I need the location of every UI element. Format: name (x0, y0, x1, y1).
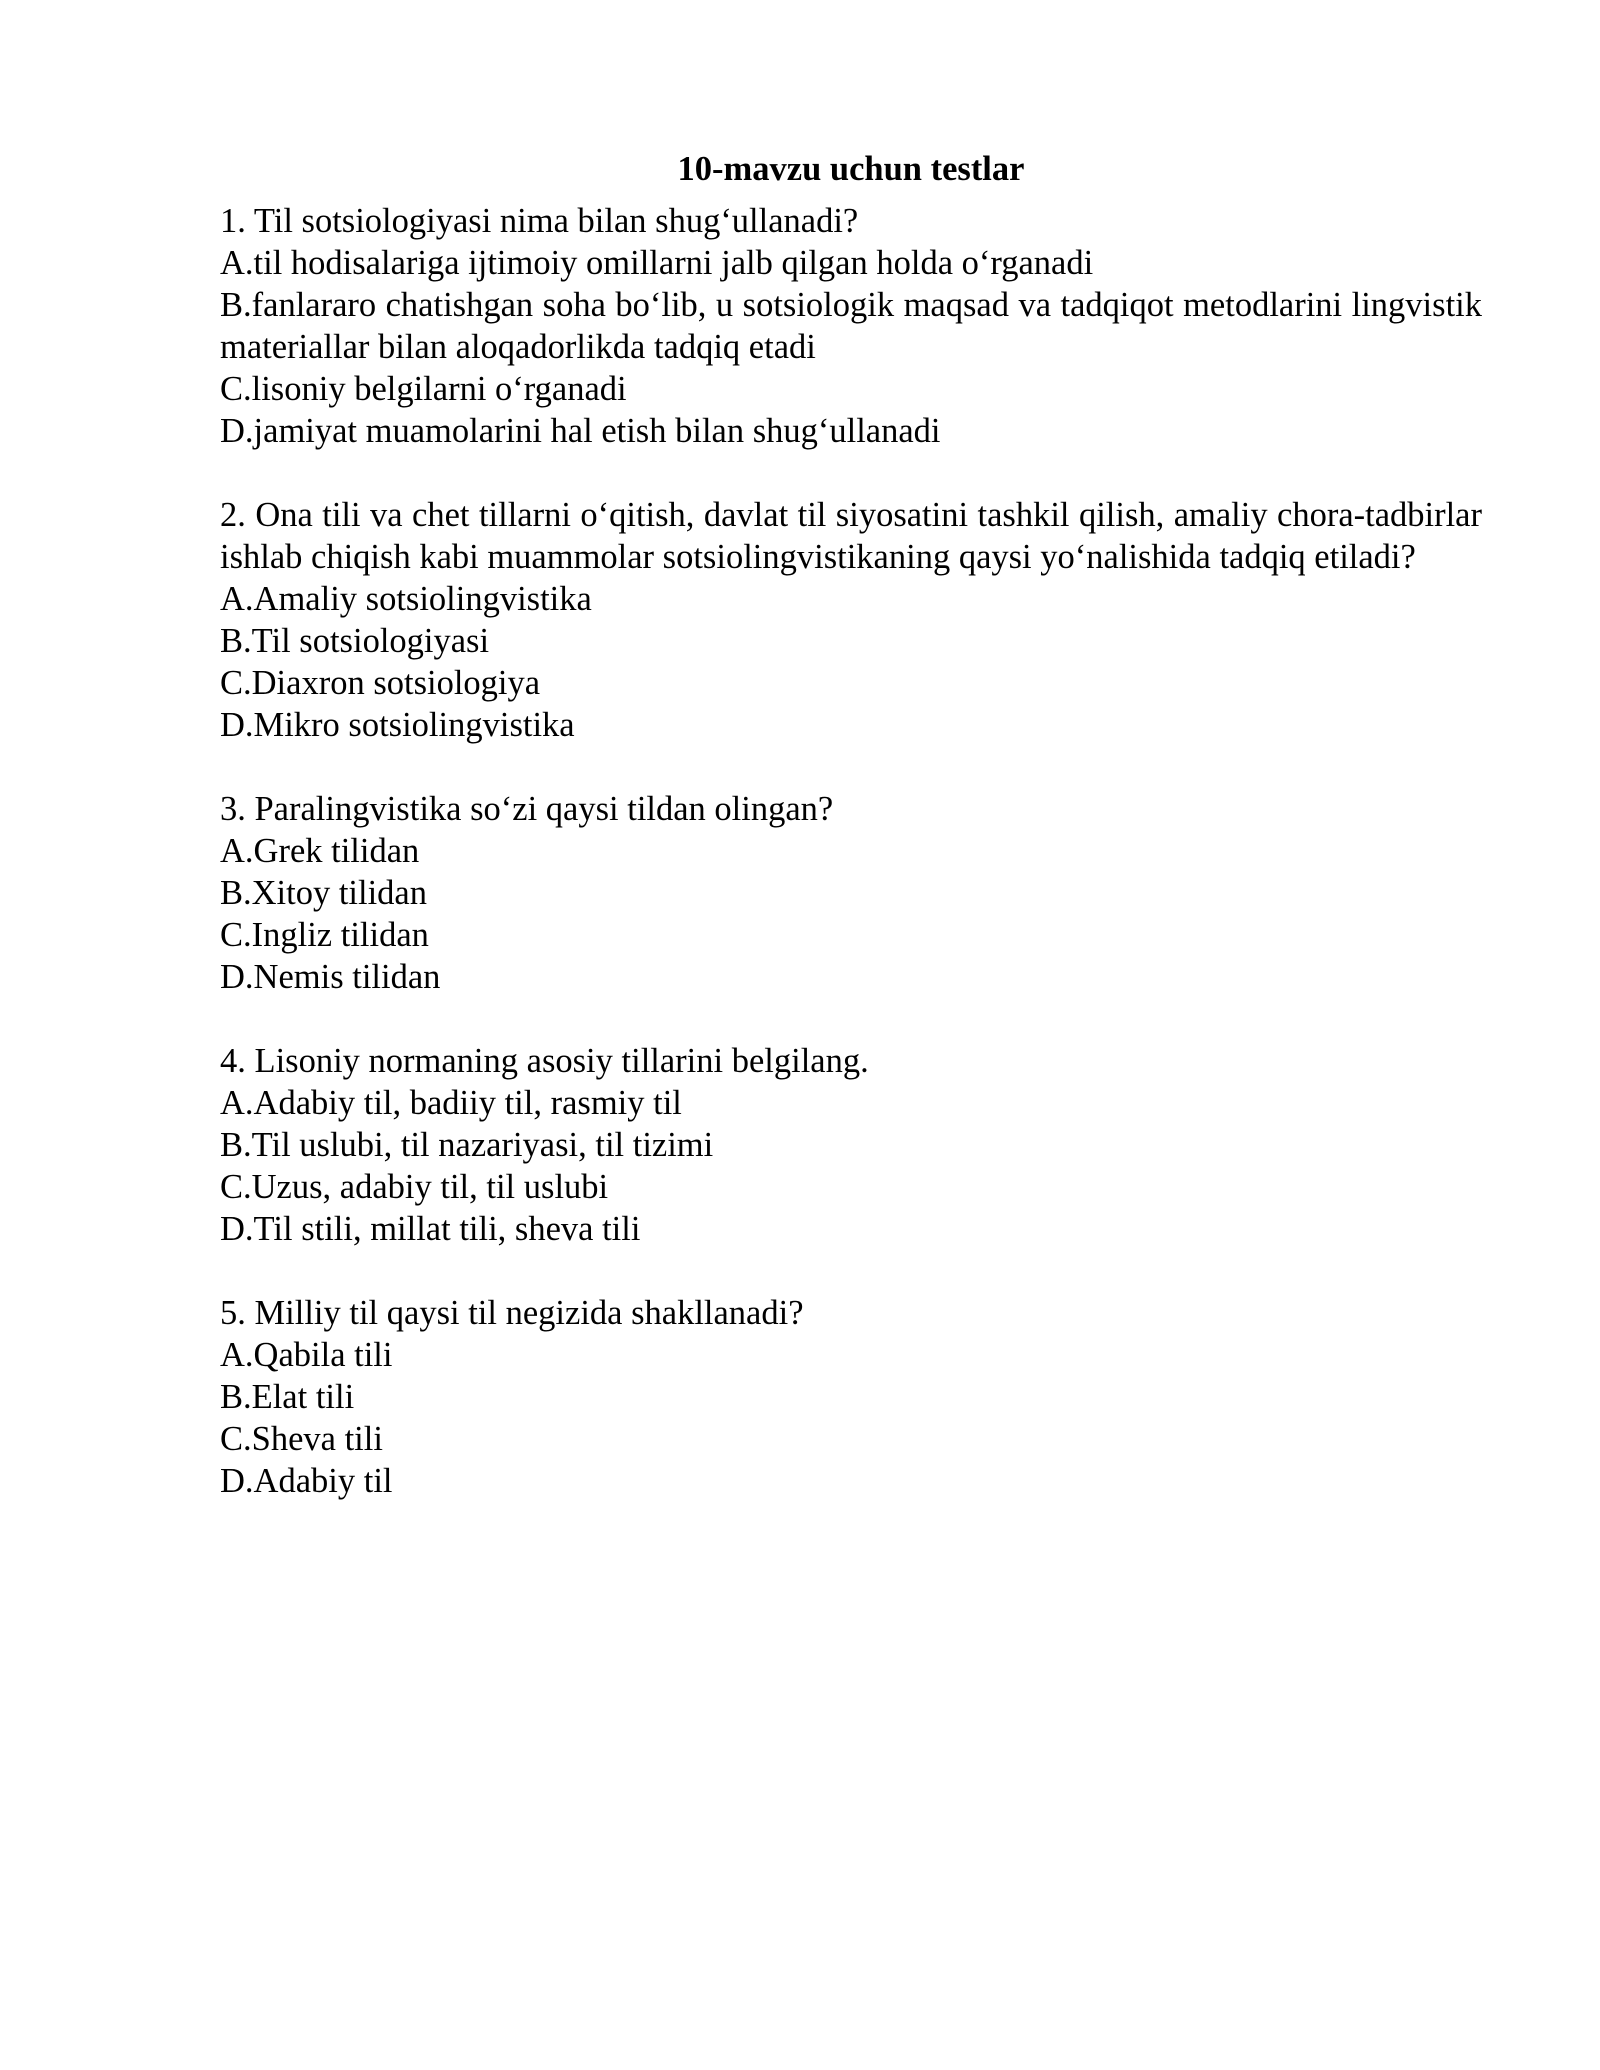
question-text: 3. Paralingvistika so‘zi qaysi tildan olingan? (220, 790, 834, 828)
option-c: C.Diaxron sotsiologiya (220, 664, 541, 702)
question-text: 4. Lisoniy normaning asosiy tillarini belgilang. (220, 1042, 869, 1080)
option-b: B.Elat tili (220, 1378, 355, 1416)
option-b: B.Xitoy tilidan (220, 874, 427, 912)
question-text: 5. Milliy til qaysi til negizida shakllanadi? (220, 1294, 804, 1332)
option-b: B.Til uslubi, til nazariyasi, til tizimi (220, 1126, 714, 1164)
option-d: D.Adabiy til (220, 1462, 393, 1500)
option-a: A.Amaliy sotsiolingvistika (220, 580, 592, 618)
option-a: A.Grek tilidan (220, 832, 420, 870)
option-c: C.lisoniy belgilarni o‘rganadi (220, 370, 627, 408)
document-page (220, 140, 1482, 1544)
option-c: C.Uzus, adabiy til, til uslubi (220, 1168, 609, 1206)
option-b: B.fanlararo chatishgan soha bo‘lib, u sotsiologik maqsad va tadqiqot metodlarini lingvistik materiallar bilan aloqadorlikda tadqiq etadi (220, 286, 1482, 366)
option-d: D.Mikro sotsiolingvistika (220, 706, 575, 744)
option-c: C.Sheva tili (220, 1420, 383, 1458)
question-5 (220, 1292, 1482, 1502)
option-d: D.jamiyat muamolarini hal etish bilan shug‘ullanadi (220, 412, 941, 450)
option-d: D.Til stili, millat tili, sheva tili (220, 1210, 641, 1248)
question-text: 2. Ona tili va chet tillarni o‘qitish, davlat til siyosatini tashkil qilish, amaliy chora-tadbirlar ishlab chiqish kabi muammolar sotsiolingvistikaning qaysi yo‘nalishida tadqiq etiladi? (220, 496, 1482, 576)
question-4 (220, 1040, 1482, 1250)
question-1 (220, 200, 1482, 452)
question-text: 1. Til sotsiologiyasi nima bilan shug‘ullanadi? (220, 202, 859, 240)
option-d: D.Nemis tilidan (220, 958, 441, 996)
option-a: A.Adabiy til, badiiy til, rasmiy til (220, 1084, 682, 1122)
option-a: A.Qabila tili (220, 1336, 393, 1374)
page-title: 10-mavzu uchun testlar (677, 150, 1025, 188)
option-b: B.Til sotsiologiyasi (220, 622, 490, 660)
question-3 (220, 788, 1482, 998)
option-c: C.Ingliz tilidan (220, 916, 429, 954)
option-a: A.til hodisalariga ijtimoiy omillarni jalb qilgan holda o‘rganadi (220, 244, 1094, 282)
question-2 (220, 494, 1482, 746)
